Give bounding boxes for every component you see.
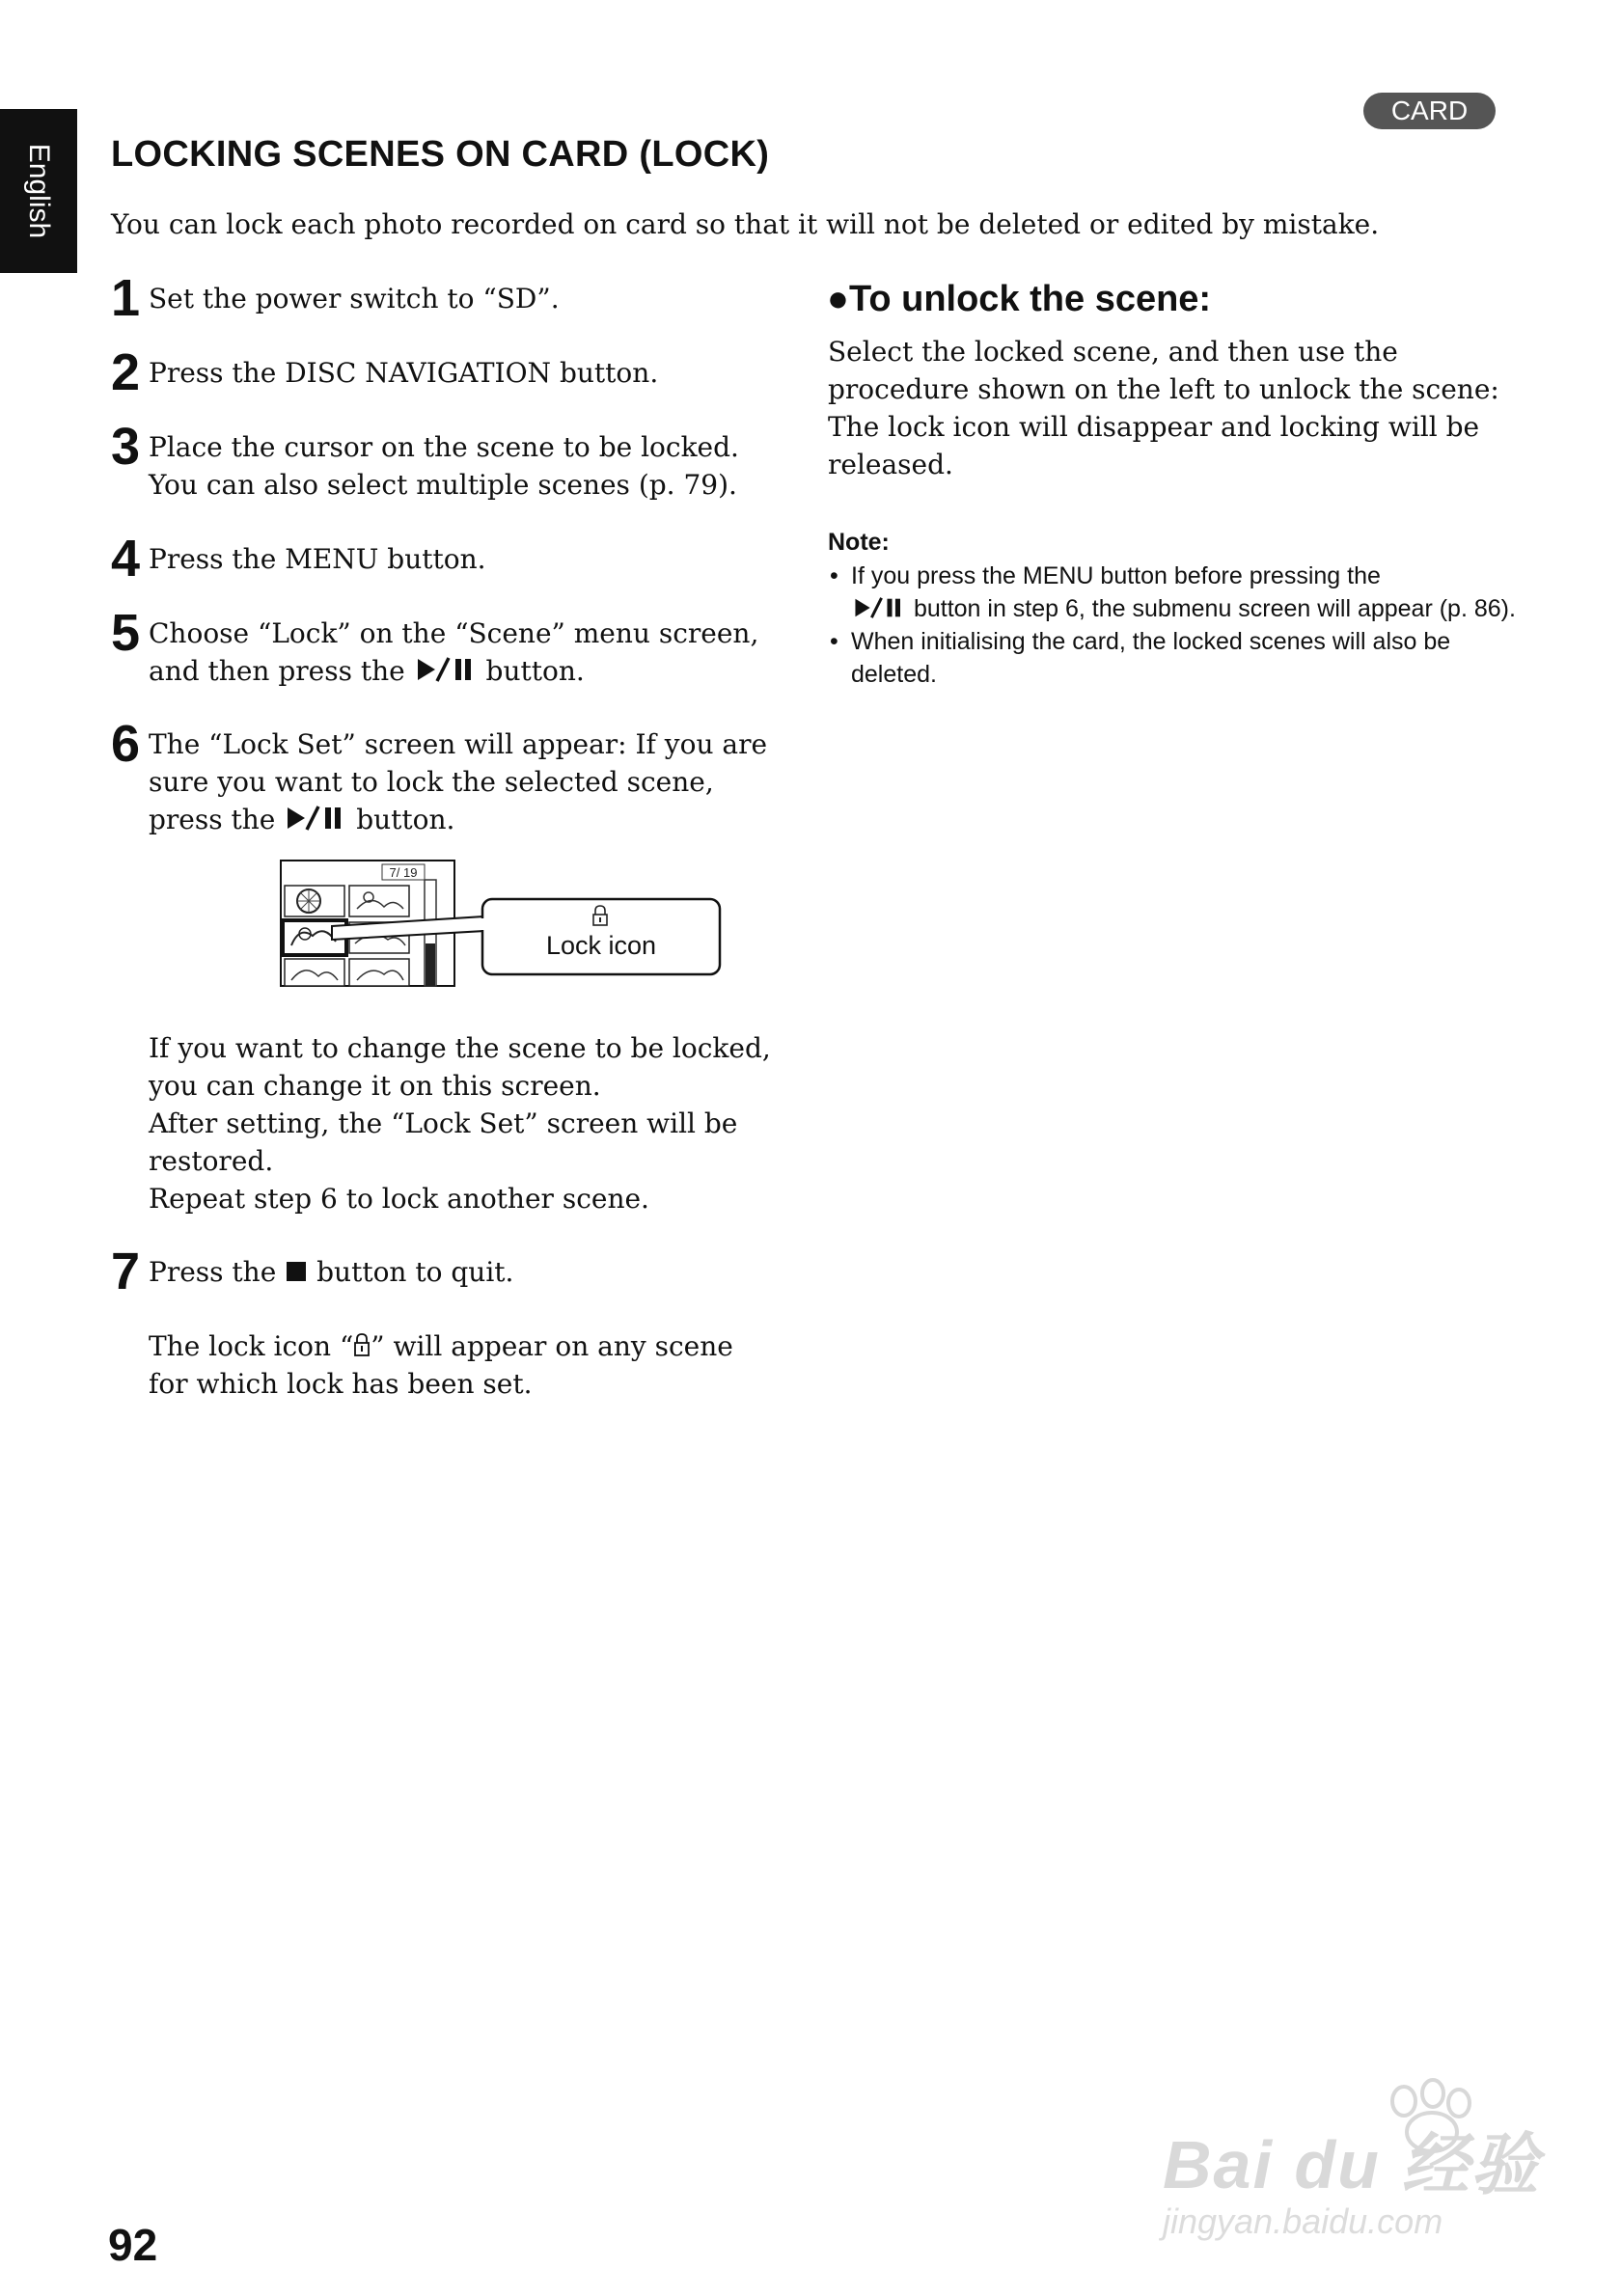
step-number: 2: [111, 343, 141, 401]
paragraph-line: Repeat step 6 to lock another scene.: [149, 1183, 649, 1215]
lock-icon: [353, 1332, 371, 1357]
step-6: [111, 715, 786, 838]
step-6-notes: [149, 1029, 805, 1217]
paragraph-line: The lock icon “: [149, 1330, 354, 1362]
step-text: button to quit.: [316, 1256, 514, 1288]
note-item: • When initialising the card, the locked scenes will also be deleted.: [828, 625, 1523, 691]
step-2: [111, 343, 786, 401]
unlock-body: Select the locked scene, and then use the procedure shown on the left to unlock the scene: The lock icon will disappear and locking will be released.: [828, 336, 1499, 480]
stop-icon: [285, 1260, 308, 1283]
paragraph-line: If you want to change the scene to be locked,: [149, 1032, 771, 1064]
paragraph-line: restored.: [149, 1145, 274, 1177]
step-5: [111, 604, 786, 690]
step-text: Press the MENU button.: [149, 543, 486, 575]
page-number: 92: [108, 2220, 158, 2270]
note-item: • If you press the MENU button before pressing the button in step 6, the submenu screen will appear (p. 86).: [828, 560, 1523, 625]
step-text: You can also select multiple scenes (p. 79).: [149, 469, 737, 501]
step-number: 4: [111, 530, 141, 588]
play-pause-icon: [414, 657, 478, 682]
scene-counter: 7/ 19: [389, 865, 418, 880]
step-text: Set the power switch to “SD”.: [149, 283, 560, 314]
paragraph-line: you can change it on this screen.: [149, 1070, 601, 1102]
step-7-notes: [149, 1327, 805, 1403]
step-text: sure you want to lock the selected scene,: [149, 766, 714, 798]
language-tab: [0, 109, 77, 273]
step-text: Choose “Lock” on the “Scene” menu screen,: [149, 617, 759, 649]
note-list: [828, 560, 1523, 691]
step-text: button.: [356, 804, 455, 835]
play-pause-icon: [284, 806, 347, 831]
step-number: 5: [111, 604, 141, 662]
paragraph-line: for which lock has been set.: [149, 1368, 533, 1400]
step-text: press the: [149, 804, 276, 835]
step-text: button.: [485, 655, 585, 687]
step-number: 3: [111, 418, 141, 476]
thumbnail: [349, 886, 409, 916]
lock-set-screen-figure: [280, 859, 724, 989]
step-4: [111, 530, 786, 588]
step-number: 1: [111, 269, 141, 327]
step-text: Press the DISC NAVIGATION button.: [149, 357, 659, 389]
step-1: [111, 269, 786, 327]
step-number: 7: [111, 1243, 141, 1300]
step-number: 6: [111, 715, 141, 773]
step-7: [111, 1243, 786, 1300]
step-text: Place the cursor on the scene to be locked.: [149, 431, 739, 463]
note-label: Note:: [828, 529, 890, 556]
step-3: [111, 418, 786, 504]
language-label: English: [23, 143, 55, 239]
step-text: and then press the: [149, 655, 405, 687]
play-pause-icon: [851, 597, 907, 618]
intro-text: You can lock each photo recorded on card so that it will not be deleted or edited by mistake.: [111, 208, 1380, 240]
paragraph-line: ” will appear on any scene: [371, 1330, 733, 1362]
scrollbar-thumb: [426, 943, 435, 986]
card-badge: CARD: [1363, 93, 1496, 129]
unlock-heading: ●To unlock the scene:: [827, 279, 1212, 319]
step-text: The “Lock Set” screen will appear: If you are: [149, 728, 768, 760]
page-title: LOCKING SCENES ON CARD (LOCK): [111, 134, 770, 175]
step-text: Press the: [149, 1256, 277, 1288]
callout-label: Lock icon: [545, 931, 657, 960]
watermark-url: jingyan.baidu.com: [1163, 2201, 1443, 2241]
watermark-logo: Bai du 经验: [1163, 2127, 1541, 2202]
paragraph-line: After setting, the “Lock Set” screen will be: [149, 1107, 738, 1139]
